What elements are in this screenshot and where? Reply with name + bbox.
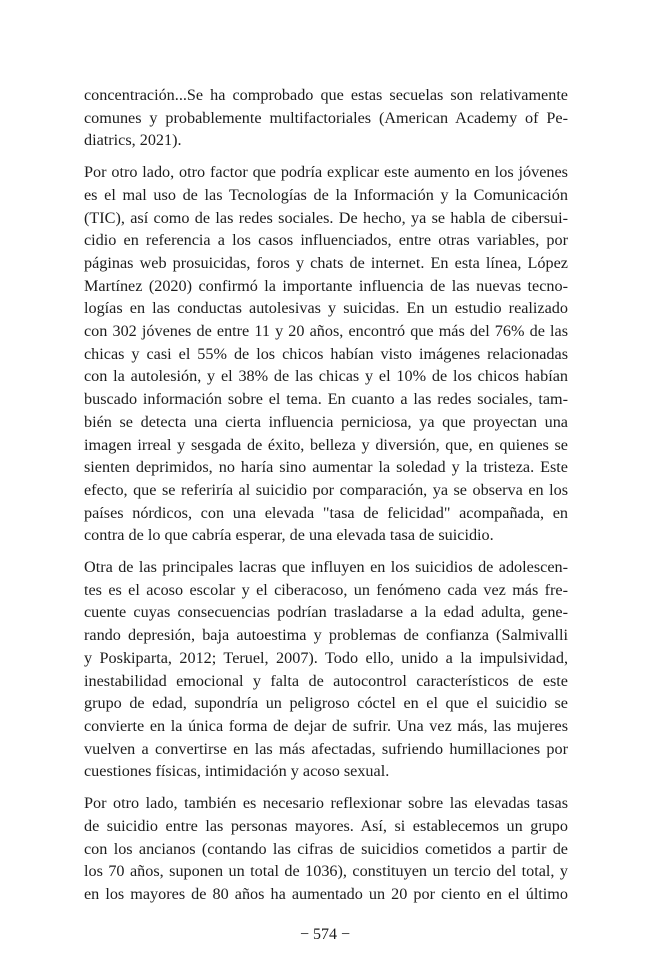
text-line: buscado información sobre el tema. En cuanto a las redes sociales, tam- (84, 390, 568, 409)
text-line: cuente cuyas consecuencias podrían trasladarse a la edad adulta, gene- (84, 603, 568, 622)
text-line: (TIC), así como de las redes sociales. De hecho, ya se habla de cibersui- (84, 208, 568, 227)
text-line: concentración...Se ha comprobado que estas secuelas son relativamente (84, 86, 568, 104)
text-line: tes es el acoso escolar y el ciberacoso, un fenómeno cada vez más fre- (84, 580, 568, 599)
text-line: de suicidio entre las personas mayores. Así, si establecemos un grupo (84, 816, 568, 835)
text-line: Por otro lado, otro factor que podría explicar este aumento en los jóvenes (84, 163, 568, 182)
page-number: − 574 − (299, 926, 351, 943)
text-line: con los ancianos (contando las cifras de suicidios cometidos a partir de (84, 839, 568, 858)
text-line: convierte en la única forma de dejar de sufrir. Una vez más, las mujeres (84, 716, 568, 735)
text-line: los 70 años, suponen un total de 1036), constituyen un tercio del total, y (84, 862, 568, 881)
text-line: efecto, que se referiría al suicidio por comparación, ya se observa en los (84, 480, 568, 499)
text-line: grupo de edad, supondría un peligroso cóctel en el que el suicidio se (84, 694, 568, 713)
paragraph (84, 792, 568, 906)
page-body (84, 84, 568, 915)
text-line: Martínez (2020) confirmó la importante influencia de las nuevas tecno- (84, 276, 568, 295)
text-line: es el mal uso de las Tecnologías de la Información y la Comunicación (84, 185, 568, 204)
text-line: países nórdicos, con una elevada "tasa de felicidad" acompañada, en (84, 503, 568, 522)
text-line: y Poskiparta, 2012; Teruel, 2007). Todo ello, unido a la impulsividad, (84, 648, 568, 667)
text-line: páginas web prosuicidas, foros y chats de internet. En esta línea, López (84, 253, 568, 272)
text-line: inestabilidad emocional y falta de autocontrol característicos de este (84, 671, 568, 690)
text-line: diatrics, 2021). (84, 131, 182, 150)
text-line: comunes y probablemente multifactoriales (American Academy of Pe- (84, 108, 568, 127)
paragraph (84, 161, 568, 547)
text-line: sienten deprimidos, no haría sino aumentar la soledad y la tristeza. Este (84, 458, 568, 477)
text-line: en los mayores de 80 años ha aumentado un 20 por ciento en el último (84, 884, 568, 903)
text-line: cuestiones físicas, intimidación y acoso sexual. (84, 762, 390, 781)
text-line: vuelven a convertirse en las más afectadas, sufriendo humillaciones por (84, 739, 568, 758)
paragraph (84, 84, 568, 152)
paragraph (84, 556, 568, 783)
text-line: contra de lo que cabría esperar, de una elevada tasa de suicidio. (84, 526, 494, 545)
text-line: Otra de las principales lacras que influyen en los suicidios de adolescen- (84, 558, 568, 577)
text-line: bién se detecta una cierta influencia perniciosa, ya que proyectan una (84, 412, 568, 431)
text-line: Por otro lado, también es necesario reflexionar sobre las elevadas tasas (84, 794, 568, 813)
text-line: con 302 jóvenes de entre 11 y 20 años, encontró que más del 76% de las (84, 322, 568, 341)
text-line: logías en las conductas autolesivas y suicidas. En un estudio realizado (84, 299, 568, 318)
text-line: cidio en referencia a los casos influenciados, entre otras variables, por (84, 231, 568, 250)
text-line: rando depresión, baja autoestima y problemas de confianza (Salmivalli (84, 626, 568, 645)
text-line: chicas y casi el 55% de los chicos habían visto imágenes relacionadas (84, 344, 568, 363)
text-line: con la autolesión, y el 38% de las chicas y el 10% de los chicos habían (84, 367, 568, 386)
text-line: imagen irreal y sesgada de éxito, belleza y diversión, que, en quienes se (84, 435, 568, 454)
